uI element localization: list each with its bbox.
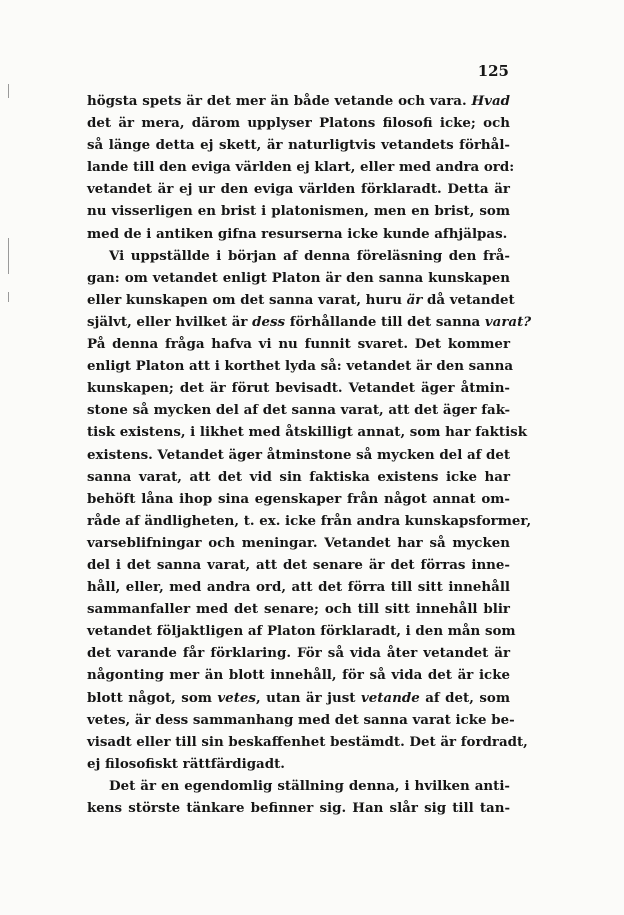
emphasized-text: Hvad	[471, 93, 510, 109]
text-segment: , utan är just	[255, 689, 361, 706]
text-segment: stone så mycken del af det sanna varat, att det äger fak-	[87, 402, 510, 419]
text-line	[87, 112, 510, 134]
text-segment: sanna varat, att det vid sin faktiska existens icke har	[87, 468, 510, 485]
text-line	[87, 444, 510, 466]
text-segment: tisk existens, i likhet med åtskilligt annat, som har faktisk	[87, 424, 528, 441]
text-segment: gan: om vetandet enligt Platon är den sanna kunskapen	[87, 269, 510, 286]
text-line	[87, 267, 510, 289]
page-number: 125	[477, 62, 509, 80]
text-line	[87, 532, 510, 554]
text-line	[87, 90, 510, 112]
text-segment: existens. Vetandet äger åtminstone så mycken del af det	[87, 446, 511, 463]
text-segment: På denna fråga hafva vi nu funnit svaret. Det kommer	[87, 336, 510, 353]
text-line	[87, 333, 510, 355]
emphasized-text: vetes	[217, 689, 256, 706]
text-segment: sammanfaller med det senare; och till sitt innehåll blir	[87, 601, 510, 618]
text-line	[87, 421, 528, 443]
text-line	[87, 134, 510, 156]
text-segment: håll, eller, med andra ord, att det förra till sitt innehåll	[87, 579, 510, 596]
text-segment: enligt Platon att i korthet lyda så: vetandet är den sanna	[87, 358, 514, 375]
text-line	[87, 775, 510, 797]
text-segment: vetandet är ej ur den eviga världen förklaradt. Detta är	[87, 181, 510, 198]
text-segment: det varande får förklaring. För så vida åter vetandet är	[87, 645, 510, 662]
text-segment: vetandet följaktligen af Platon förklaradt, i den mån som	[87, 623, 516, 640]
text-line	[87, 200, 510, 222]
text-segment: så länge detta ej skett, är naturligtvis vetandets förhål-	[87, 137, 510, 154]
text-segment: blott något, som	[87, 689, 218, 706]
text-segment: någonting mer än blott innehåll, för så vida det är icke	[87, 667, 510, 684]
margin-mark-lower	[8, 292, 9, 302]
text-line	[87, 687, 510, 709]
text-segment: då vetandet	[422, 291, 515, 308]
text-line	[87, 731, 528, 753]
text-line	[87, 797, 510, 819]
body-text	[87, 90, 532, 819]
text-line	[87, 377, 510, 399]
text-segment: med de i antiken gifna resurserna icke kunde afhjälpas.	[87, 225, 508, 242]
text-line	[87, 156, 515, 178]
text-line	[87, 642, 510, 664]
text-segment: Vi uppställde i början af denna föreläsning den frå-	[109, 247, 510, 264]
text-line	[87, 620, 516, 642]
margin-mark-top	[8, 84, 9, 98]
text-line	[87, 311, 532, 333]
text-line	[87, 753, 510, 775]
text-line	[87, 466, 510, 488]
text-line	[87, 223, 510, 245]
text-segment: kens störste tänkare befinner sig. Han slår sig till tan-	[87, 800, 510, 816]
emphasized-text: varat?	[484, 313, 532, 330]
text-segment: det är mera, därom upplyser Platons filosofi icke; och	[87, 115, 510, 132]
text-line	[87, 576, 510, 598]
text-segment: eller kunskapen om det sanna varat, huru	[87, 291, 407, 308]
text-line	[87, 355, 514, 377]
text-line	[87, 178, 510, 200]
margin-mark-middle	[8, 238, 9, 274]
text-line	[87, 399, 510, 421]
text-segment: ej filosofiskt rättfärdigadt.	[87, 755, 285, 772]
text-line	[87, 510, 532, 532]
text-segment: behöft låna ihop sina egenskaper från något annat om-	[87, 490, 510, 507]
text-line	[87, 664, 510, 686]
emphasized-text: dess	[252, 313, 286, 330]
text-line	[87, 709, 515, 731]
text-segment: kunskapen; det är förut bevisadt. Vetandet äger åtmin-	[87, 380, 510, 397]
text-segment: högsta spets är det mer än både vetande och vara.	[87, 93, 472, 109]
emphasized-text: är	[406, 291, 423, 308]
text-segment: vetes, är dess sammanhang med det sanna varat icke be-	[87, 711, 515, 728]
emphasized-text: vetande	[360, 689, 420, 706]
text-segment: varseblifningar och meningar. Vetandet har så mycken	[87, 534, 510, 551]
text-line	[87, 245, 510, 267]
text-segment: självt, eller hvilket är	[87, 313, 253, 330]
text-segment: visadt eller till sin beskaffenhet bestämdt. Det är fordradt,	[87, 733, 528, 750]
text-segment: förhållande till det sanna	[285, 313, 485, 330]
text-segment: del i det sanna varat, att det senare är det förras inne-	[87, 556, 510, 573]
text-line	[87, 488, 510, 510]
text-segment: lande till den eviga världen ej klart, eller med andra ord:	[87, 159, 515, 176]
text-segment: Det är en egendomlig ställning denna, i hvilken anti-	[109, 777, 510, 794]
text-segment: råde af ändligheten, t. ex. icke från andra kunskapsformer,	[87, 512, 532, 529]
text-line	[87, 598, 510, 620]
text-line	[87, 554, 510, 576]
text-line	[87, 289, 515, 311]
text-segment: af det, som	[419, 689, 510, 706]
text-segment: nu visserligen en brist i platonismen, men en brist, som	[87, 203, 510, 220]
